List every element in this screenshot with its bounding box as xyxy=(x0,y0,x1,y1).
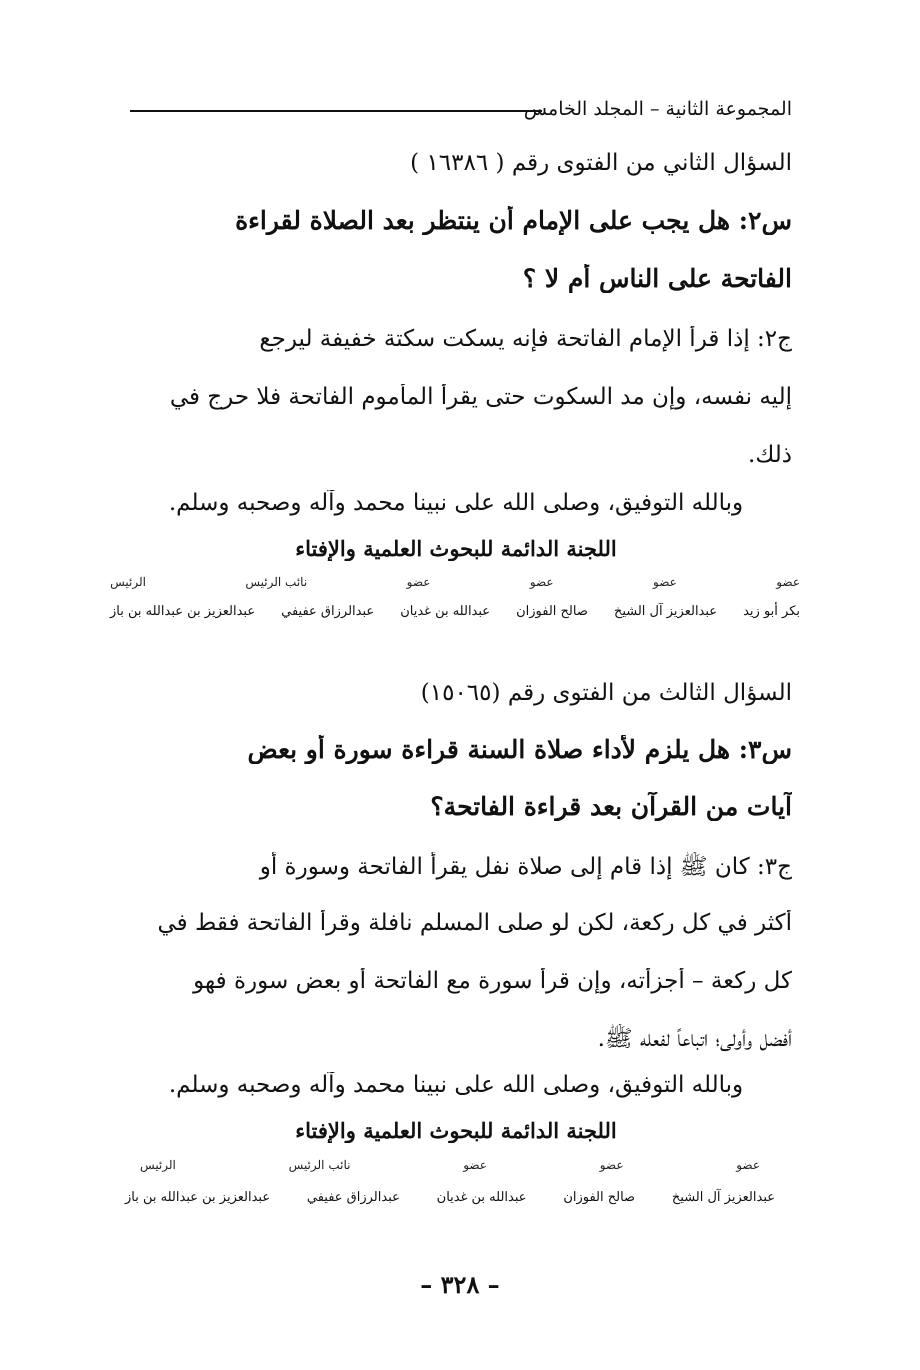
role: عضو xyxy=(599,1158,624,1172)
question-q2-line2: الفاتحة على الناس أم لا ؟ xyxy=(522,264,792,293)
committee-q2: اللجنة الدائمة للبحوث العلمية والإفتاء xyxy=(295,536,617,561)
signatory-name: صالح الفوزان xyxy=(516,604,588,619)
question-q2-line1: س٢: هل يجب على الإمام أن ينتظر بعد الصلاة لقراءة xyxy=(235,206,792,235)
committee-q3: اللجنة الدائمة للبحوث العلمية والإفتاء xyxy=(295,1118,617,1143)
answer-q3-line3: كل ركعة – أجزأته، وإن قرأ سورة مع الفاتحة أو بعض سورة فهو xyxy=(193,968,792,994)
role: عضو xyxy=(406,575,431,589)
signatory-names-q3 xyxy=(125,1190,775,1205)
signatory-name: عبدالرزاق عفيفي xyxy=(281,604,375,619)
answer-q2-line2: إليه نفسه، وإن مد السكوت حتى يقرأ المأموم الفاتحة فلا حرج في xyxy=(169,384,792,410)
signatory-name: عبدالله بن غديان xyxy=(436,1190,527,1205)
question-q3-line1: س٣: هل يلزم لأداء صلاة السنة قراءة سورة أو بعض xyxy=(247,735,792,764)
closing-q3: وبالله التوفيق، وصلى الله على نبينا محمد وآله وصحبه وسلم. xyxy=(168,1072,744,1098)
role: الرئيس xyxy=(110,575,146,589)
role: عضو xyxy=(463,1158,487,1172)
answer-q2-line3: ذلك. xyxy=(748,442,792,468)
signatory-name: عبدالعزيز آل الشيخ xyxy=(613,604,718,619)
header-rule xyxy=(130,110,542,112)
signatory-name: بكر أبو زيد xyxy=(743,604,800,619)
role: الرئيس xyxy=(140,1158,176,1172)
signatory-name: عبدالعزيز بن عبدالله بن باز xyxy=(110,604,256,619)
closing-q2: وبالله التوفيق، وصلى الله على نبينا محمد وآله وصحبه وسلم. xyxy=(168,490,744,516)
role: نائب الرئيس xyxy=(288,1158,351,1172)
page-number: – ٣٢٨ – xyxy=(420,1270,500,1299)
question-q3-line2: آيات من القرآن بعد قراءة الفاتحة؟ xyxy=(430,792,792,821)
signatory-name: عبدالعزيز بن عبدالله بن باز xyxy=(125,1190,271,1205)
role: عضو xyxy=(776,575,800,589)
role: عضو xyxy=(529,575,554,589)
role: عضو xyxy=(653,575,677,589)
signatory-roles-q2 xyxy=(110,575,800,589)
answer-q2-line1: ج٢: إذا قرأ الإمام الفاتحة فإنه يسكت سكتة خفيفة ليرجع xyxy=(259,326,792,352)
signatory-roles-q3 xyxy=(140,1158,760,1172)
signatory-name: عبدالله بن غديان xyxy=(400,604,491,619)
signatory-name: عبدالعزيز آل الشيخ xyxy=(671,1190,775,1205)
answer-q3-line1: ج٣: كان ﷺ إذا قام إلى صلاة نفل يقرأ الفاتحة وسورة أو xyxy=(259,854,792,880)
fatwa-heading-q3: السؤال الثالث من الفتوى رقم (١٥٠٦٥) xyxy=(420,680,792,706)
running-title: المجموعة الثانية – المجلد الخامس xyxy=(523,98,792,120)
role: عضو xyxy=(736,1158,760,1172)
running-header xyxy=(130,92,792,126)
role: نائب الرئيس xyxy=(245,575,308,589)
answer-q3-line2: أكثر في كل ركعة، لكن لو صلى المسلم نافلة وقرأ الفاتحة فقط في xyxy=(157,910,792,936)
signatory-names-q2 xyxy=(110,604,800,619)
signatory-name: عبدالرزاق عفيفي xyxy=(306,1190,400,1205)
answer-q3-line4: أفضل وأولى؛ اتباعاً لفعله ﷺ. xyxy=(597,1026,792,1052)
signatory-name: صالح الفوزان xyxy=(563,1190,636,1205)
fatwa-heading-q2: السؤال الثاني من الفتوى رقم ( ١٦٣٨٦ ) xyxy=(410,150,792,176)
